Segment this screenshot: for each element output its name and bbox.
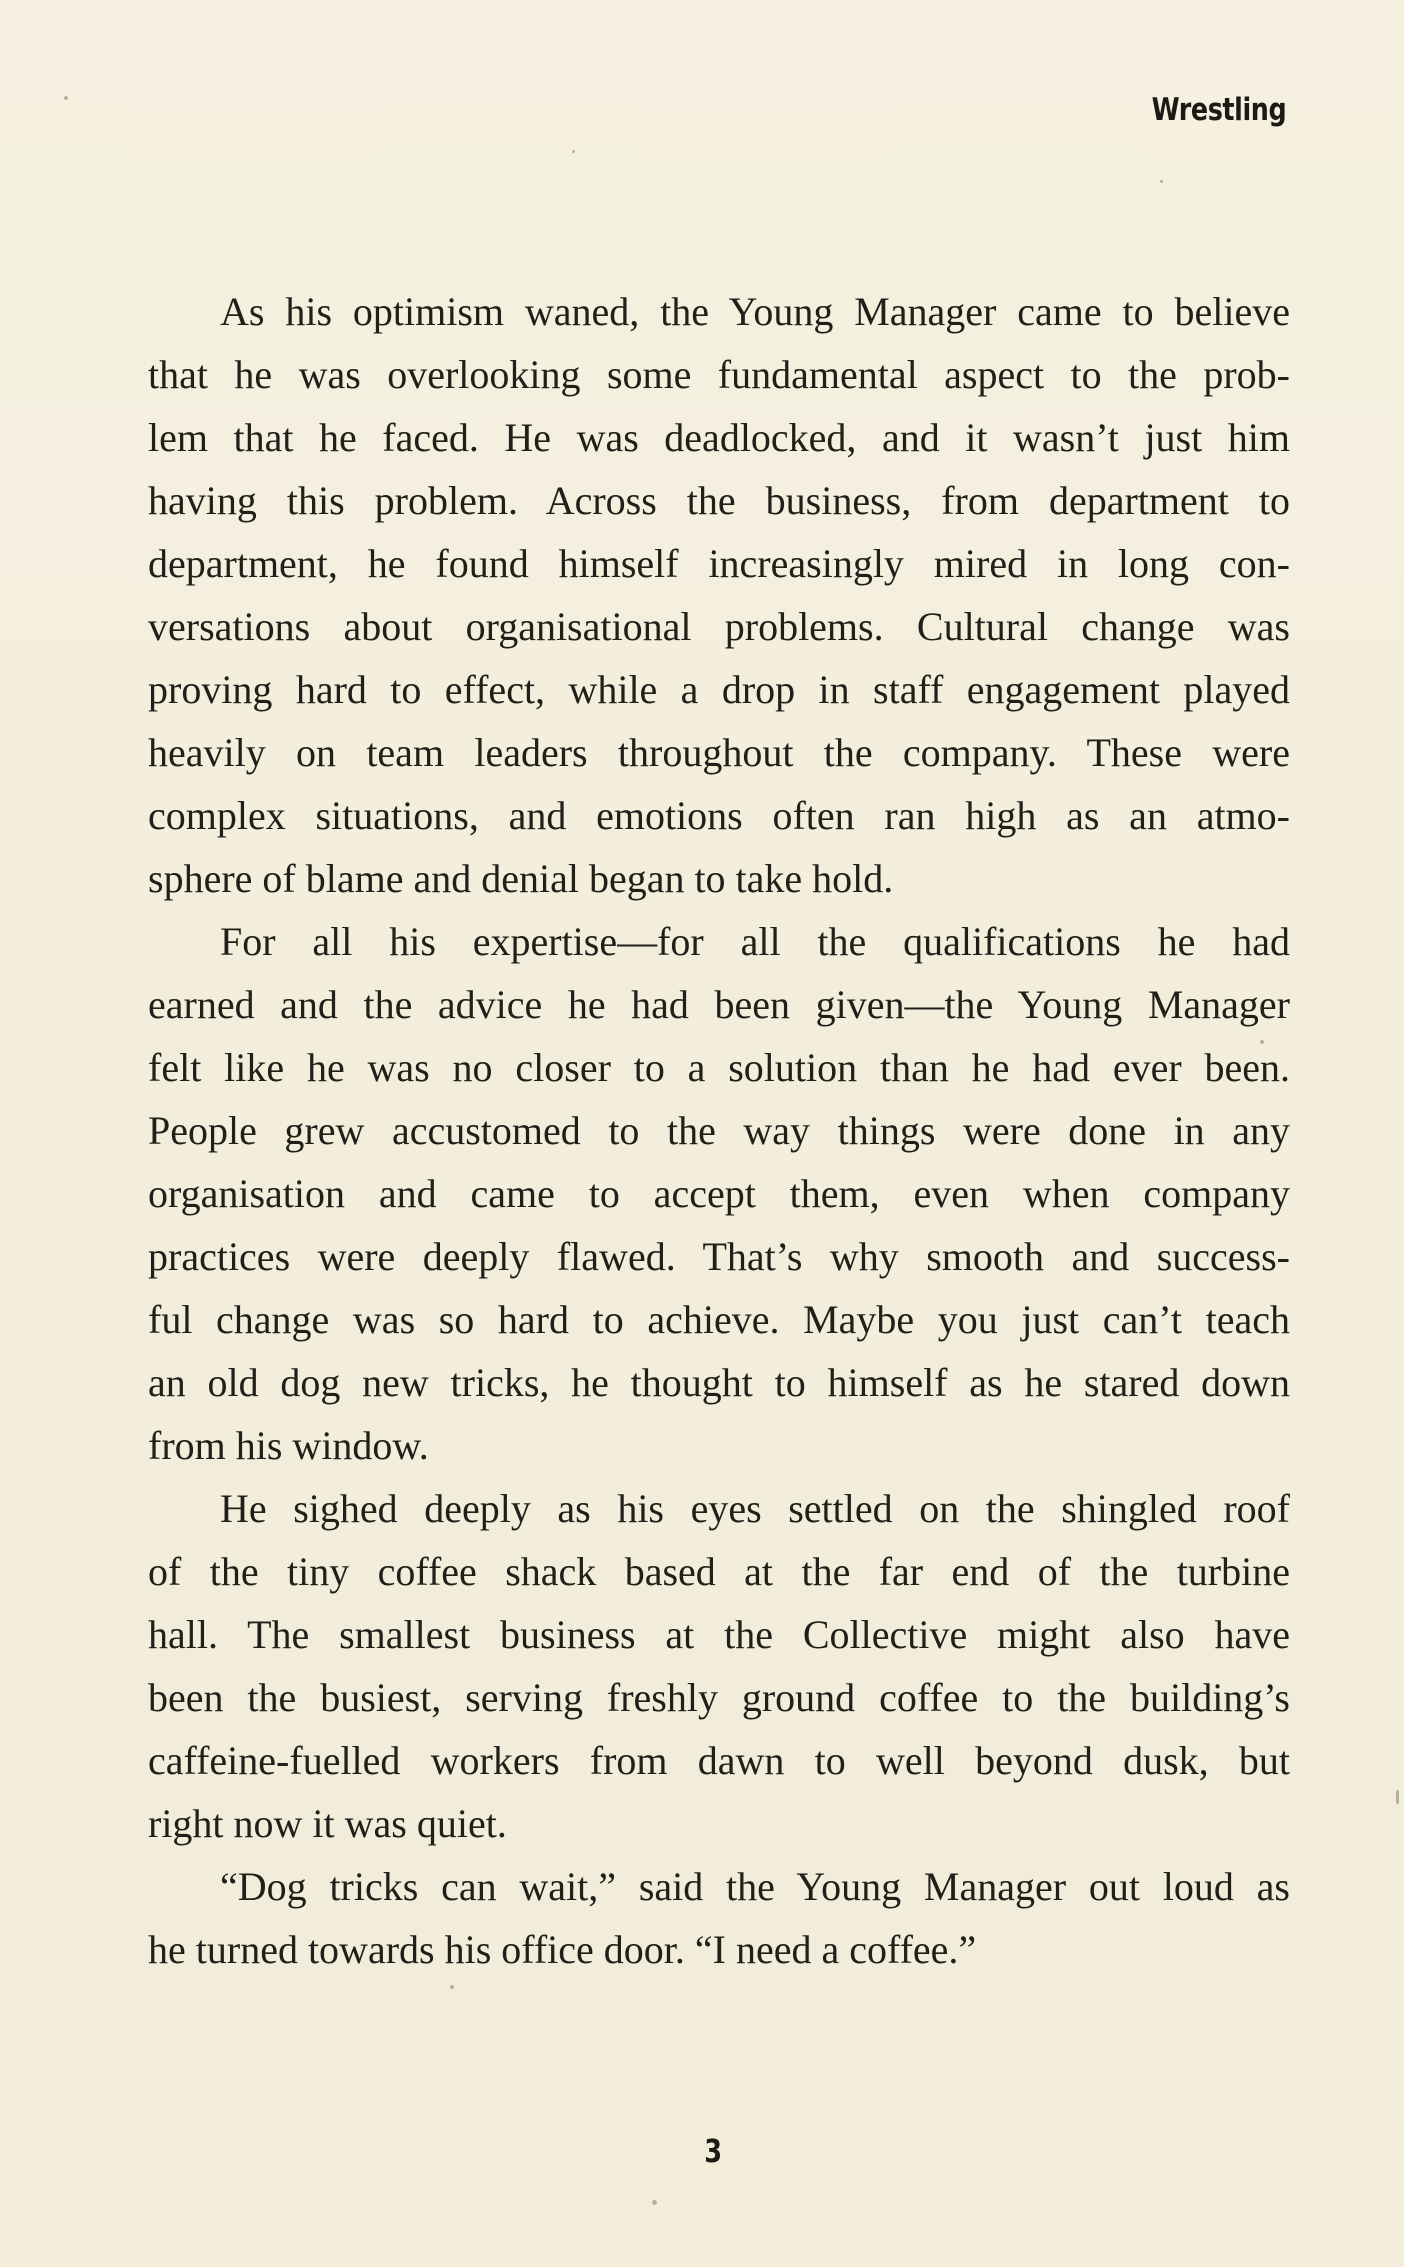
page-number-text: 3: [704, 2132, 722, 2170]
paper-speck: [652, 2200, 657, 2205]
text-line: felt like he was no closer to a solution than he had ever been.: [148, 1045, 1290, 1090]
text-line: earned and the advice he had been given—the Young Manager: [148, 982, 1290, 1027]
text-line: versations about organisational problems. Cultural change was: [148, 604, 1290, 649]
text-line: ful change was so hard to achieve. Maybe you just can’t teach: [148, 1297, 1290, 1342]
text-line: practices were deeply flawed. That’s why smooth and success-: [148, 1234, 1290, 1279]
text-line: department, he found himself increasingly mired in long con-: [148, 541, 1290, 586]
running-head: Wrestling: [1151, 92, 1286, 128]
text-line: caffeine-fuelled workers from dawn to well beyond dusk, but: [148, 1738, 1290, 1783]
text-line: For all his expertise—for all the qualifications he had: [220, 919, 1290, 964]
text-line: heavily on team leaders throughout the company. These were: [148, 730, 1290, 775]
paper-speck: [450, 1985, 454, 1989]
text-line: organisation and came to accept them, even when company: [148, 1171, 1290, 1216]
text-line: “Dog tricks can wait,” said the Young Manager out loud as: [220, 1864, 1290, 1909]
text-line: he turned towards his office door. “I need a coffee.”: [148, 1927, 977, 1972]
text-line: from his window.: [148, 1423, 429, 1468]
text-line: proving hard to effect, while a drop in staff engagement played: [148, 667, 1290, 712]
paper-speck: [64, 96, 68, 100]
text-line: an old dog new tricks, he thought to himself as he stared down: [148, 1360, 1290, 1405]
text-line: People grew accustomed to the way things were done in any: [148, 1108, 1290, 1153]
body-text: [148, 280, 1290, 1981]
text-line: lem that he faced. He was deadlocked, and it wasn’t just him: [148, 415, 1290, 460]
text-line: He sighed deeply as his eyes settled on the shingled roof: [220, 1486, 1290, 1531]
page-number: [0, 2132, 1404, 2170]
text-line: complex situations, and emotions often ran high as an atmo-: [148, 793, 1290, 838]
text-line: having this problem. Across the business, from department to: [148, 478, 1290, 523]
paper-speck: [1160, 180, 1163, 183]
paper-speck: [572, 150, 575, 153]
text-line: As his optimism waned, the Young Manager came to believe: [220, 289, 1290, 334]
text-line: that he was overlooking some fundamental aspect to the prob-: [148, 352, 1290, 397]
paper-speck: [1396, 1790, 1399, 1804]
text-line: sphere of blame and denial began to take hold.: [148, 856, 894, 901]
text-line: of the tiny coffee shack based at the far end of the turbine: [148, 1549, 1290, 1594]
text-line: hall. The smallest business at the Collective might also have: [148, 1612, 1290, 1657]
text-line: right now it was quiet.: [148, 1801, 507, 1846]
text-line: been the busiest, serving freshly ground coffee to the building’s: [148, 1675, 1290, 1720]
